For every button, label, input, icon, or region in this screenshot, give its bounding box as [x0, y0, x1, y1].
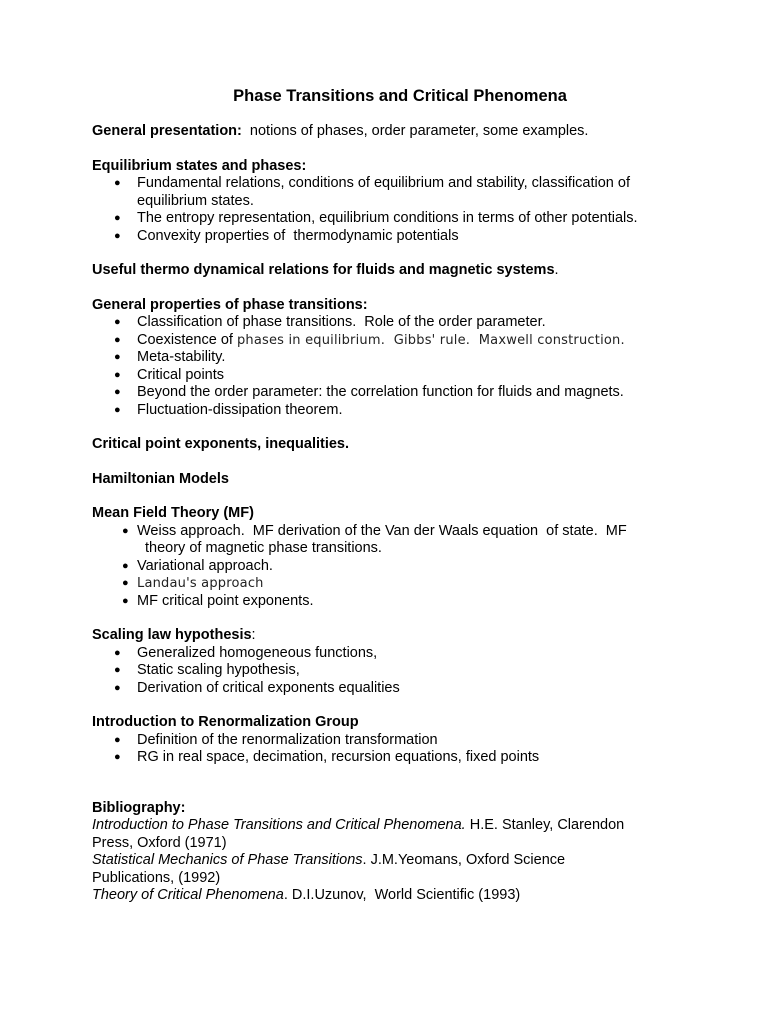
scaling-heading-line — [92, 627, 708, 645]
bibliography-title: Theory of Critical Phenomena — [92, 887, 284, 903]
bullet-icon: ● — [122, 524, 129, 537]
list-item — [92, 314, 708, 332]
scaling-list — [92, 645, 708, 698]
list-item-text-continued: equilibrium states. — [137, 192, 254, 209]
renormalization-heading: Introduction to Renormalization Group — [92, 714, 359, 730]
list-item — [92, 575, 708, 593]
list-item — [92, 402, 708, 420]
page-title: Phase Transitions and Critical Phenomena — [233, 87, 567, 105]
hamiltonian-heading: Hamiltonian Models — [92, 470, 229, 487]
general-presentation-line — [92, 123, 708, 141]
list-item — [92, 558, 708, 576]
bibliography-title: Introduction to Phase Transitions and Critical Phenomena. — [92, 817, 466, 833]
general-presentation-text: notions of phases, order parameter, some examples. — [241, 123, 589, 139]
list-item — [92, 210, 708, 228]
useful-relations-line — [92, 262, 708, 280]
list-item — [92, 175, 708, 210]
hamiltonian-section — [92, 471, 708, 489]
bullet-icon: ● — [122, 559, 129, 572]
bullet-icon: ● — [114, 351, 121, 363]
list-item — [92, 332, 708, 350]
list-item — [92, 749, 708, 767]
bibliography-title: Statistical Mechanics of Phase Transitions — [92, 852, 363, 868]
list-item-text: Coexistence of — [137, 331, 237, 348]
bullet-icon: ● — [114, 646, 121, 659]
list-item-text: Classification of phase transitions. Role of the order parameter. — [137, 314, 546, 330]
mean-field-heading: Mean Field Theory (MF) — [92, 505, 254, 521]
bibliography-details: . D.I.Uzunov, World Scientific (1993) — [283, 887, 521, 903]
list-item — [92, 367, 708, 385]
bullet-icon: ● — [122, 594, 129, 607]
list-item-text: Fluctuation-dissipation theorem. — [137, 401, 343, 418]
useful-relations-heading: Useful thermo dynamical relations for fluids and magnetic systems — [92, 262, 555, 278]
bullet-icon: ● — [114, 681, 121, 694]
list-item-text: Beyond the order parameter: the correlation function for fluids and magnets. — [137, 384, 624, 400]
list-item-text: Generalized homogeneous functions, — [137, 644, 378, 661]
general-properties-list — [92, 314, 708, 419]
scaling-heading-tail: : — [251, 627, 256, 643]
bibliography-heading: Bibliography: — [92, 799, 186, 816]
bullet-icon: ● — [114, 733, 121, 746]
mean-field-list — [92, 523, 708, 611]
list-item-text: The entropy representation, equilibrium conditions in terms of other potentials. — [137, 210, 638, 226]
bibliography-entry — [92, 887, 708, 905]
bibliography-details: . J.M.Yeomans, Oxford Science — [362, 852, 566, 868]
critical-exponents-heading: Critical point exponents, inequalities. — [92, 436, 350, 452]
useful-relations-section — [92, 262, 708, 280]
useful-relations-tail: . — [554, 262, 559, 278]
bullet-icon: ● — [114, 229, 121, 242]
renormalization-list — [92, 732, 708, 767]
list-item-text: Definition of the renormalization transformation — [137, 731, 438, 748]
list-item-text-continued: theory of magnetic phase transitions. — [145, 540, 382, 556]
list-item-text: Weiss approach. MF derivation of the Van der Waals equation of state. MF — [137, 522, 627, 539]
general-presentation-heading: General presentation: — [92, 123, 242, 139]
bullet-icon: ● — [114, 751, 121, 763]
bullet-icon: ● — [114, 403, 121, 416]
list-item-text: Fundamental relations, conditions of equilibrium and stability, classification of — [137, 175, 630, 191]
bullet-icon: ● — [122, 577, 129, 589]
bullet-icon: ● — [114, 386, 121, 398]
bullet-icon: ● — [114, 368, 121, 381]
equilibrium-section — [92, 158, 708, 246]
list-item-text: RG in real space, decimation, recursion equations, fixed points — [137, 749, 540, 765]
critical-exponents-section — [92, 436, 708, 454]
bibliography-section — [92, 800, 708, 905]
scaling-heading: Scaling law hypothesis — [92, 627, 252, 643]
list-item-text: Static scaling hypothesis, — [137, 662, 300, 678]
list-item — [92, 384, 708, 402]
bullet-icon: ● — [114, 177, 121, 189]
list-item — [92, 662, 708, 680]
list-item — [92, 523, 708, 558]
list-item-text-light: phases in equilibrium. Gibbs' rule. Maxwell construction. — [236, 332, 625, 348]
general-properties-section — [92, 297, 708, 420]
bibliography-details: H.E. Stanley, Clarendon — [465, 817, 625, 833]
list-item-text: Derivation of critical exponents equalities — [137, 679, 400, 696]
renormalization-section — [92, 714, 708, 767]
mean-field-section — [92, 505, 708, 610]
list-item-text: Critical points — [137, 366, 225, 383]
scaling-section — [92, 627, 708, 697]
bibliography-entry — [92, 852, 708, 870]
general-properties-heading: General properties of phase transitions: — [92, 296, 368, 313]
list-item — [92, 593, 708, 611]
list-item-text: MF critical point exponents. — [137, 592, 314, 609]
equilibrium-list — [92, 175, 708, 245]
list-item-text: Convexity properties of thermodynamic potentials — [137, 227, 459, 244]
list-item-text-light: Landau's approach — [137, 576, 264, 591]
bibliography-entry — [92, 817, 708, 835]
list-item-text: Meta-stability. — [137, 349, 226, 365]
bibliography-entry-continued: Publications, (1992) — [92, 869, 221, 886]
bullet-icon: ● — [114, 212, 121, 224]
list-item — [92, 680, 708, 698]
list-item — [92, 732, 708, 750]
bullet-icon: ● — [114, 316, 121, 328]
list-item — [92, 228, 708, 246]
bullet-icon: ● — [114, 333, 121, 346]
general-presentation-section — [92, 123, 708, 141]
bibliography-entry-continued: Press, Oxford (1971) — [92, 834, 227, 851]
list-item-text: Variational approach. — [137, 557, 273, 574]
list-item — [92, 349, 708, 367]
equilibrium-heading: Equilibrium states and phases: — [92, 157, 307, 174]
list-item — [92, 645, 708, 663]
bullet-icon: ● — [114, 664, 121, 676]
